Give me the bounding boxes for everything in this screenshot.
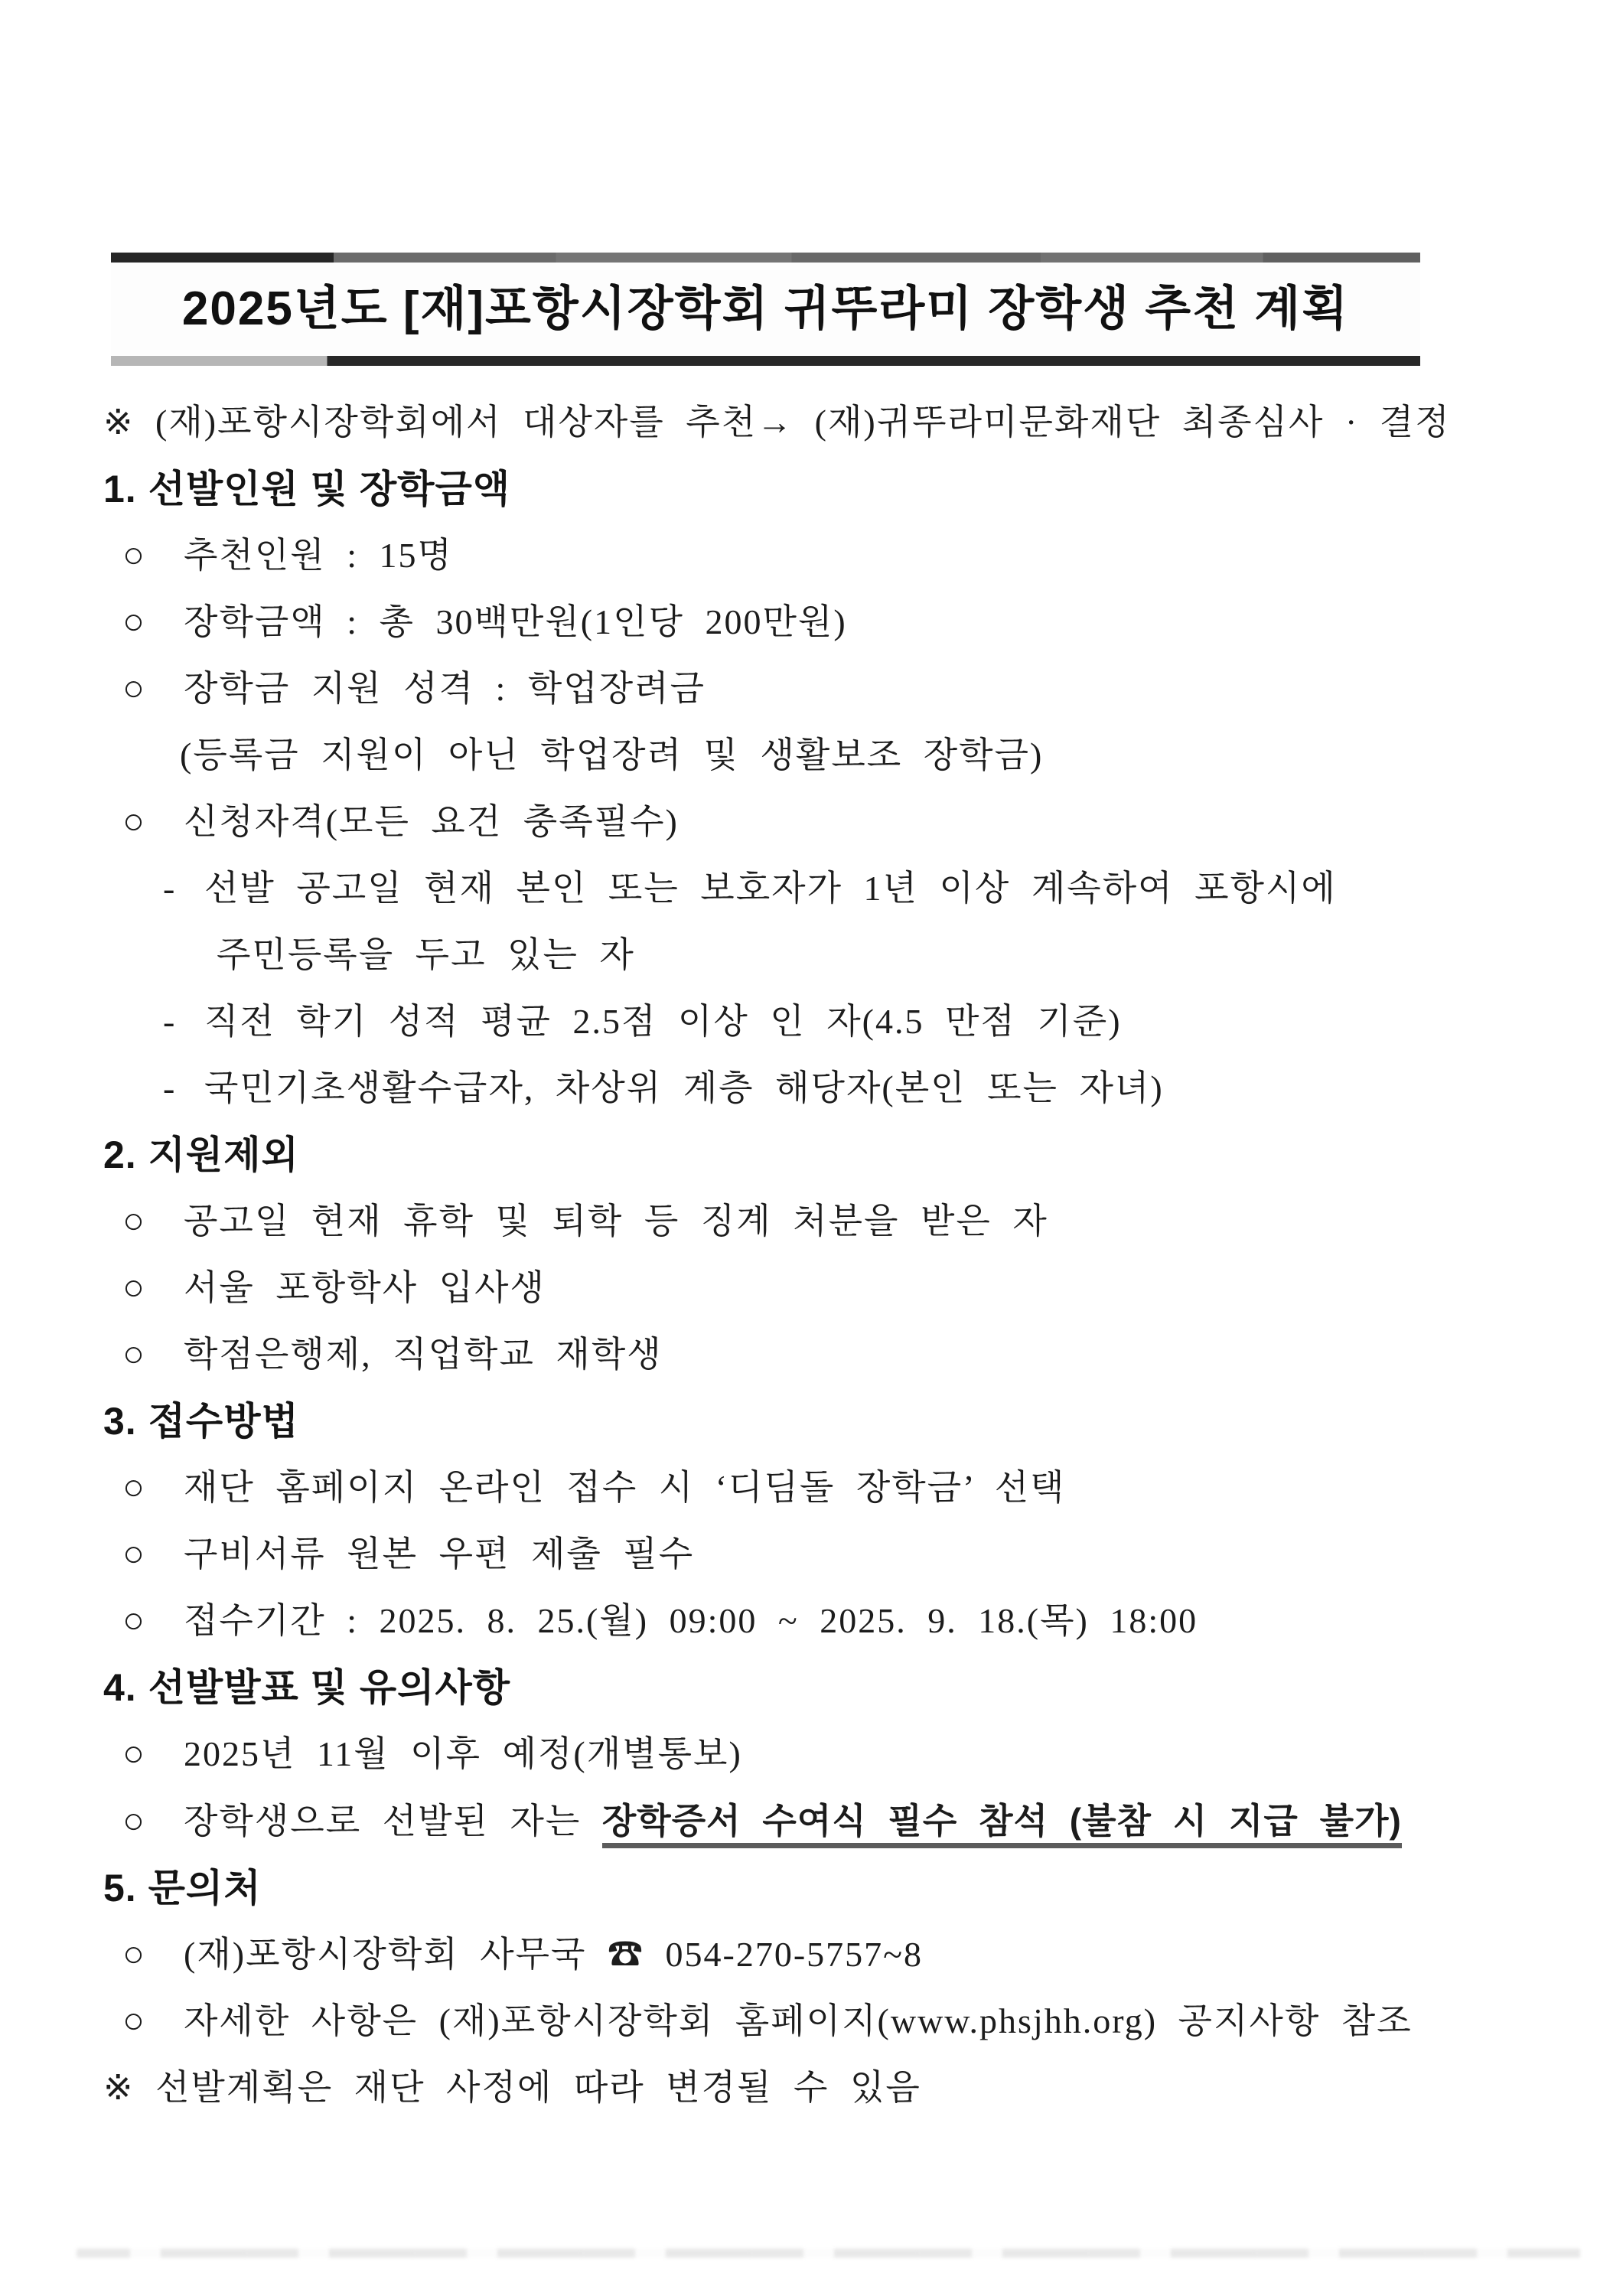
dash-bullet-icon: - (163, 1002, 177, 1041)
list-item (122, 599, 1550, 645)
item-text-prefix: 장학생으로 선발된 자는 (184, 1802, 602, 1841)
reference-mark: ※ (103, 403, 135, 442)
dash-bullet-icon: - (163, 869, 177, 908)
item-text: 서울 포항학사 입사생 (184, 1268, 546, 1307)
item-text: 자세한 사항은 (재)포항시장학회 홈페이지(www.phsjhh.org) 공지사항 참조 (184, 2001, 1413, 2040)
sub-list-item-continuation (217, 932, 1550, 978)
section-1-heading: 1. 선발인원 및 장학금액 (103, 468, 511, 510)
list-item (122, 1465, 1550, 1511)
list-item-emphasized (122, 1798, 1550, 1844)
document-title: 2025년도 [재]포항시장학회 귀뚜라미 장학생 추천 계획 (111, 263, 1420, 356)
top-note-text: (재)포항시장학회에서 대상자를 추천→ (재)귀뚜라미문화재단 최종심사 · 결정 (155, 403, 1451, 442)
item-text: 선발 공고일 현재 본인 또는 보호자가 1년 이상 계속하여 포항시에 (204, 869, 1337, 908)
sub-list-item (163, 1065, 1550, 1111)
sub-list-item (163, 999, 1550, 1045)
circle-bullet-icon: ○ (122, 1201, 146, 1241)
circle-bullet-icon: ○ (122, 2001, 146, 2041)
item-text: 직전 학기 성적 평균 2.5점 이상 인 자(4.5 만점 기준) (204, 1002, 1122, 1041)
item-text: 추천인원 : 15명 (184, 536, 453, 575)
circle-bullet-icon: ○ (122, 1600, 146, 1641)
item-text: 학점은행제, 직업학교 재학생 (184, 1335, 663, 1374)
list-item (122, 1332, 1550, 1378)
circle-bullet-icon: ○ (122, 535, 146, 576)
section-5-heading: 5. 문의처 (103, 1867, 262, 1910)
bottom-note (103, 2065, 1550, 2111)
item-text: 장학금 지원 성격 : 학업장려금 (184, 669, 706, 708)
top-note (103, 400, 1550, 445)
circle-bullet-icon: ○ (122, 801, 146, 842)
sub-list-item (163, 866, 1550, 912)
circle-bullet-icon: ○ (122, 1534, 146, 1574)
list-item (122, 1731, 1550, 1777)
list-item (122, 1531, 1550, 1577)
list-item (122, 1265, 1550, 1311)
item-text: (재)포항시장학회 사무국 ☎ 054-270-5757~8 (184, 1935, 924, 1974)
list-item-website (122, 1998, 1550, 2044)
scan-ghosting-artifact (77, 2249, 1580, 2258)
list-item (122, 533, 1550, 579)
dash-bullet-icon: - (163, 1068, 177, 1107)
title-banner (111, 253, 1420, 366)
item-text: 장학금액 : 총 30백만원(1인당 200만원) (184, 602, 847, 641)
circle-bullet-icon: ○ (122, 1267, 146, 1308)
circle-bullet-icon: ○ (122, 1467, 146, 1508)
item-text: 2025년 11월 이후 예정(개별통보) (184, 1734, 742, 1773)
circle-bullet-icon: ○ (122, 1733, 146, 1774)
item-text: 재단 홈페이지 온라인 접수 시 ‘디딤돌 장학금’ 선택 (184, 1468, 1066, 1507)
item-text: 접수기간 : 2025. 8. 25.(월) 09:00 ~ 2025. 9. 18.(목) 18:00 (184, 1601, 1198, 1640)
circle-bullet-icon: ○ (122, 1334, 146, 1375)
banner-bottom-rule (111, 356, 1420, 366)
list-item (122, 799, 1550, 845)
list-item (122, 1199, 1550, 1244)
document-content (103, 253, 1550, 2131)
item-text: 주민등록을 두고 있는 자 (217, 935, 635, 974)
item-text-emphasis-underlined: 장학증서 수여식 필수 참석 (불참 시 지급 불가) (602, 1801, 1402, 1848)
bottom-note-text: 선발계획은 재단 사정에 따라 변경될 수 있음 (155, 2068, 921, 2107)
item-text: 국민기초생활수급자, 차상위 계층 해당자(본인 또는 자녀) (204, 1068, 1164, 1107)
list-item-phone (122, 1932, 1550, 1978)
circle-bullet-icon: ○ (122, 1934, 146, 1975)
item-text: 신청자격(모든 요건 충족필수) (184, 802, 679, 841)
section-4-heading: 4. 선발발표 및 유의사항 (103, 1666, 511, 1709)
list-item-continuation (180, 732, 1550, 778)
item-text: 공고일 현재 휴학 및 퇴학 등 징계 처분을 받은 자 (184, 1202, 1048, 1241)
section-2-heading: 2. 지원제외 (103, 1133, 299, 1176)
item-text: (등록금 지원이 아닌 학업장려 및 생활보조 장학금) (180, 735, 1044, 775)
list-item (122, 1598, 1550, 1644)
circle-bullet-icon: ○ (122, 668, 146, 709)
reference-mark: ※ (103, 2068, 135, 2107)
section-3-heading: 3. 접수방법 (103, 1400, 299, 1443)
circle-bullet-icon: ○ (122, 1801, 146, 1841)
item-text: 구비서류 원본 우편 제출 필수 (184, 1534, 695, 1574)
circle-bullet-icon: ○ (122, 602, 146, 642)
banner-top-rule (111, 253, 1420, 263)
list-item (122, 666, 1550, 712)
